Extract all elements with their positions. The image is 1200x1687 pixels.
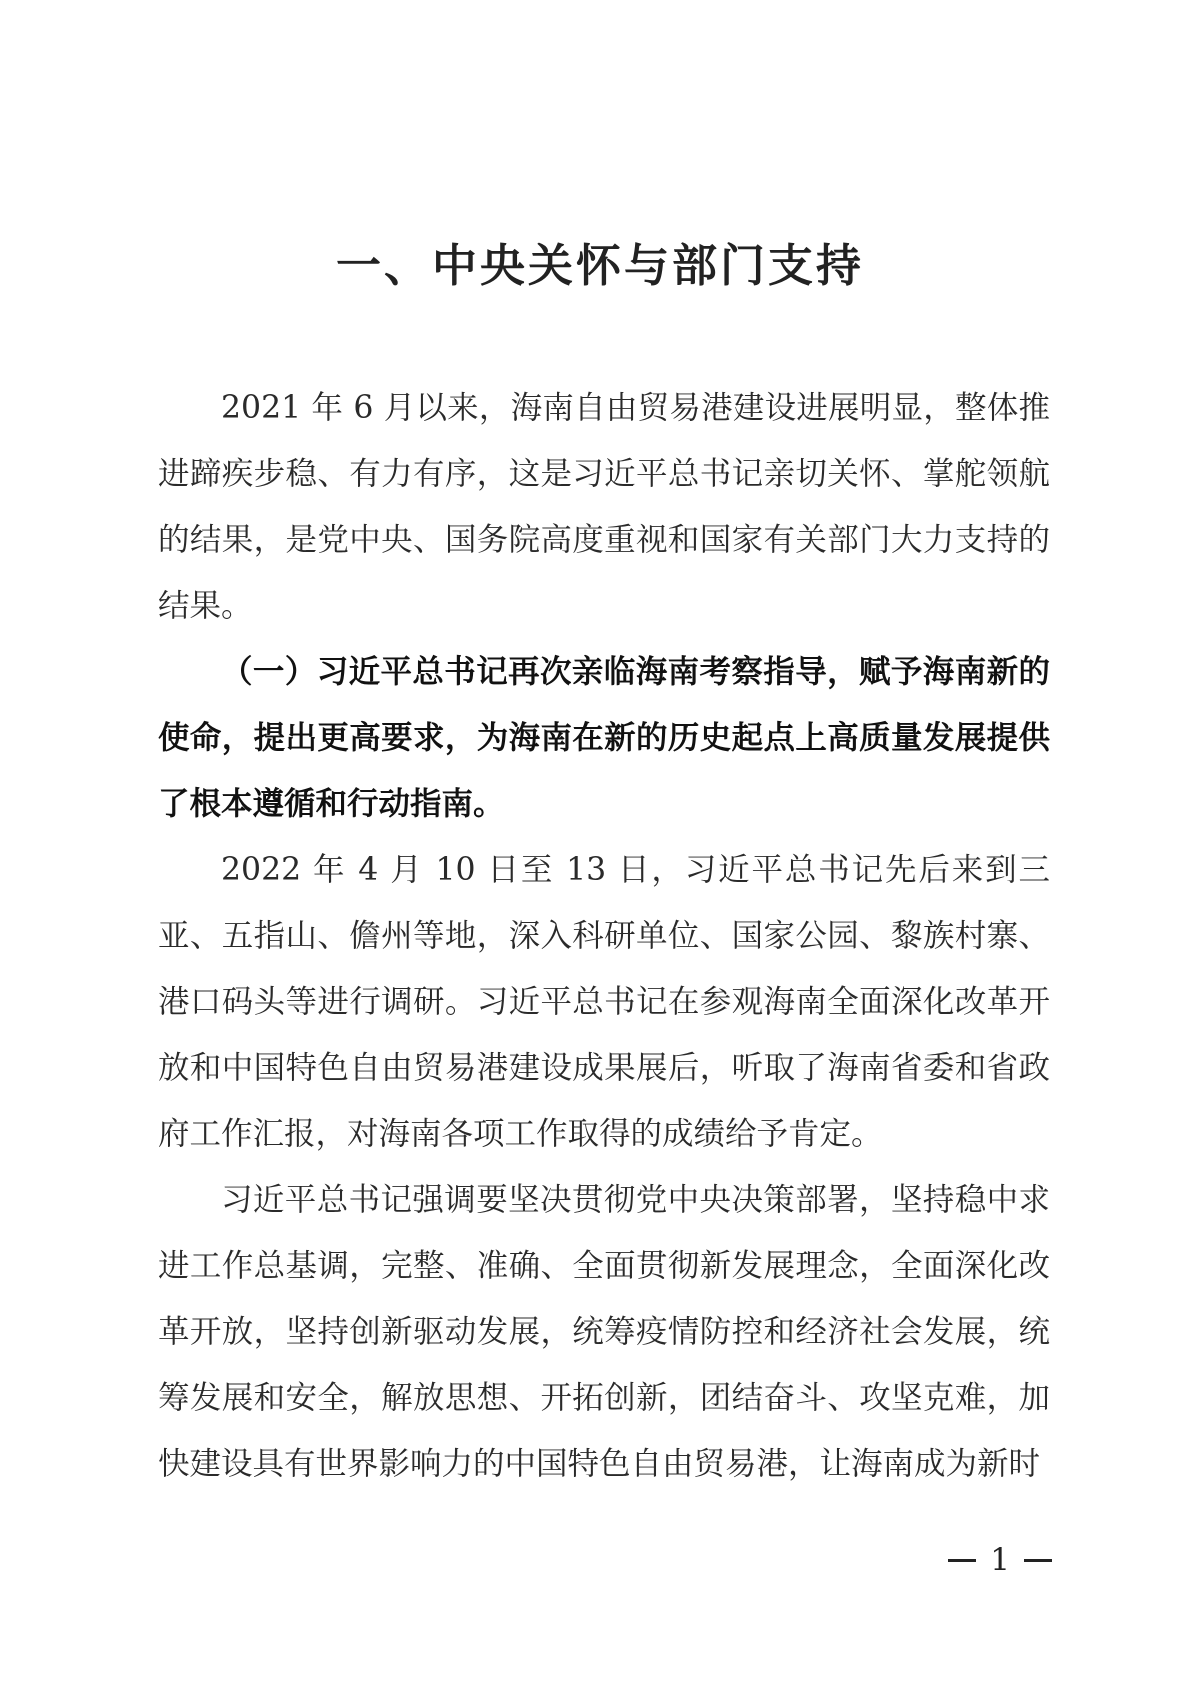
section-heading: （一）习近平总书记再次亲临海南考察指导，赋予海南新的使命，提出更高要求，为海南在新的历史起点上高质量发展提供了根本遵循和行动指南。 — [158, 654, 1050, 822]
paragraph-visit: 2022 年 4 月 10 日至 13 日，习近平总书记先后来到三亚、五指山、儋州等地，深入科研单位、国家公园、黎族村寨、港口码头等进行调研。习近平总书记在参观海南全面深化改革开放和中国特色自由贸易港建设成果展后，听取了海南省委和省政府工作汇报，对海南各项工作取得的成绩给予肯定。 — [158, 852, 1050, 1152]
page-number: 1 — [990, 1542, 1010, 1578]
page-title: 一、中央关怀与部门支持 — [335, 239, 864, 292]
paragraph-intro: 2021 年 6 月以来，海南自由贸易港建设进展明显，整体推进蹄疾步稳、有力有序，这是习近平总书记亲切关怀、掌舵领航的结果，是党中央、国务院高度重视和国家有关部门大力支持的结果。 — [158, 390, 1050, 624]
footer-dash-left — [948, 1559, 976, 1562]
paragraph-emphasis: 习近平总书记强调要坚决贯彻党中央决策部署，坚持稳中求进工作总基调，完整、准确、全面贯彻新发展理念，全面深化改革开放，坚持创新驱动发展，统筹疫情防控和经济社会发展，统筹发展和安全，解放思想、开拓创新，团结奋斗、攻坚克难，加快建设具有世界影响力的中国特色自由贸易港，让海南成为新时 — [158, 1182, 1050, 1482]
footer-dash-right — [1024, 1559, 1052, 1562]
page-footer — [948, 1540, 1052, 1580]
document-body — [158, 375, 1050, 1497]
